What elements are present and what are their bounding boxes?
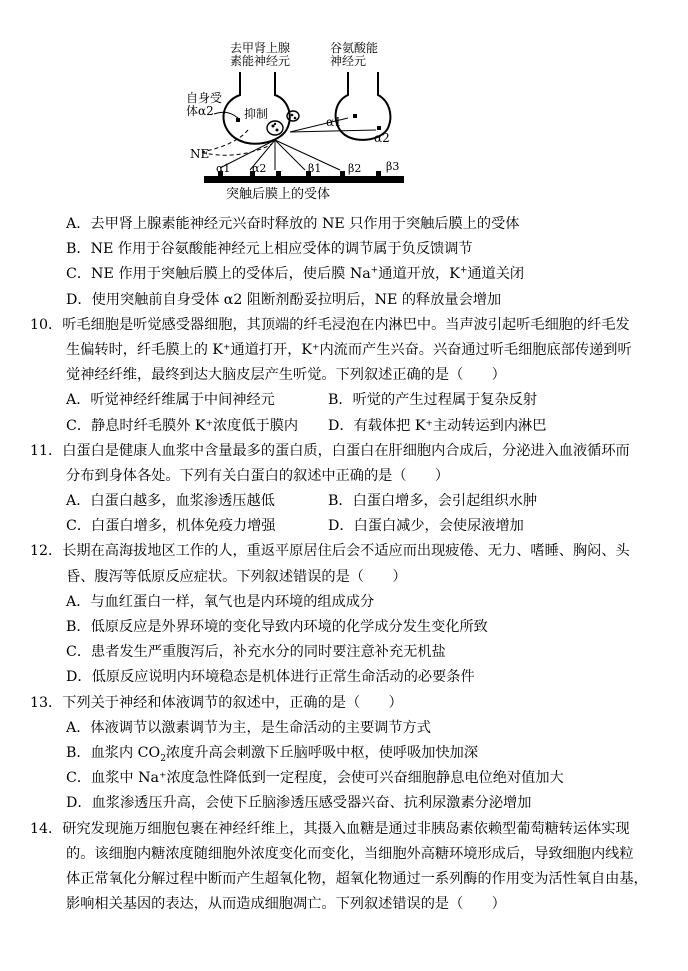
ne-neuron-label: 去甲肾上腺 素能神经元 xyxy=(230,41,291,68)
autoreceptor-label: 自身受 体α2 xyxy=(186,91,223,118)
q12-option-a: A．与血红蛋白一样，氧气也是内环境的组成成分 xyxy=(66,593,375,610)
q14-stem: 体正常氧化分解过程中断而产生超氧化物，超氧化物通过一系列酶的作用变为活性氧自由基， xyxy=(66,870,648,887)
q10-option-d: D．有载体把 K⁺主动转运到内淋巴 xyxy=(328,417,547,434)
q11-options-row xyxy=(44,514,644,539)
q13-stem: 13．下列关于神经和体液调节的叙述中，正确的是（ ） xyxy=(30,694,403,711)
postsynaptic-membrane xyxy=(204,176,404,183)
q14-stem: 的。该细胞内糖浓度随细胞外浓度变化而变化，当细胞外高糖环境形成后，导致细胞内线粒 xyxy=(66,845,634,862)
alpha2-top-label: α2 xyxy=(374,131,390,145)
q11-option-c: C．白蛋白增多，机体免疫力增强 xyxy=(66,518,276,535)
q9-option-b: B．NE 作用于谷氨酸能神经元上相应受体的调节属于负反馈调节 xyxy=(66,241,473,258)
synapse-drawing xyxy=(180,40,420,206)
q10-option-c: C．静息时纤毛膜外 K⁺浓度低于膜内 xyxy=(66,417,299,434)
q10-option-a: A．听觉神经纤维属于中间神经元 xyxy=(66,392,275,409)
q11-stem: 11．白蛋白是健康人血浆中含量最多的蛋白质，白蛋白在肝细胞内合成后，分泌进入血液循环而 xyxy=(30,442,630,459)
receptor-label: β1 xyxy=(308,162,322,175)
figure-caption: 突触后膜上的受体 xyxy=(226,187,331,202)
glu-neuron-terminal xyxy=(336,72,391,140)
q11-stem: 分布到身体各处。下列有关白蛋白的叙述中正确的是（ ） xyxy=(66,467,450,484)
synapse-diagram xyxy=(180,40,420,206)
q10-options-row xyxy=(44,414,644,439)
q10-stem: 觉神经纤维，最终到达大脑皮层产生听觉。下列叙述正确的是（ ） xyxy=(66,367,506,384)
q9-option-a: A．去甲肾上腺素能神经元兴奋时释放的 NE 只作用于突触后膜上的受体 xyxy=(66,216,520,232)
question-text xyxy=(30,212,648,917)
q10-options-row xyxy=(44,388,644,413)
q12-option-b: B．低原反应是外界环境的变化导致内环境的化学成分发生变化所致 xyxy=(66,619,488,635)
receptor-label: α2 xyxy=(252,162,267,175)
q11-option-d: D．白蛋白减少，会使尿液增加 xyxy=(328,518,524,535)
q14-stem: 影响相关基因的表达，从而造成细胞凋亡。下列叙述错误的是（ ） xyxy=(66,896,506,913)
q14-stem: 14．研究发现施万细胞包裹在神经纤维上，其摄入血糖是通过非胰岛素依赖型葡萄糖转运体实现 xyxy=(30,820,630,837)
q9-option-d: D．使用突触前自身受体 α2 阻断剂酚妥拉明后，NE 的释放量会增加 xyxy=(66,291,502,308)
q12-option-d: D．低原反应说明内环境稳态是机体进行正常生命活动的必要条件 xyxy=(66,669,475,686)
q10-stem: 10．听毛细胞是听觉感受器细胞，其顶端的纤毛浸泡在内淋巴中。当声波引起听毛细胞的纤毛发 xyxy=(30,316,630,333)
receptor-label: α1 xyxy=(216,162,231,175)
q13-option-a: A．体液调节以激素调节为主，是生命活动的主要调节方式 xyxy=(66,719,431,736)
ne-label: NE xyxy=(190,147,210,161)
q13-option-c: C．血浆中 Na⁺浓度急性降低到一定程度，会使可兴奋细胞静息电位绝对值加大 xyxy=(66,770,564,787)
receptor-label: β3 xyxy=(386,160,400,173)
glu-neuron-label: 谷氨酸能 神经元 xyxy=(330,41,379,68)
q12-stem: 昏、腹泻等低原反应症状。下列叙述错误的是（ ） xyxy=(66,568,407,585)
q10-stem: 生偏转时，纤毛膜上的 K⁺通道打开，K⁺内流而产生兴奋。兴奋通过听毛细胞底部传递到听 xyxy=(66,341,632,358)
q12-option-c: C．患者发生严重腹泻后，补充水分的同时要注意补充无机盐 xyxy=(66,644,446,661)
q13-option-b: B．血浆内 $CO_2$浓度升高会刺激下丘脑呼吸中枢，使呼吸加快加深 xyxy=(66,744,479,764)
vesicle xyxy=(287,111,299,121)
q11-option-a: A．白蛋白越多，血浆渗透压越低 xyxy=(66,493,275,510)
alpha1-top-label: α1 xyxy=(326,115,342,129)
q13-option-d: D．血浆渗透压升高，会使下丘脑渗透压感受器兴奋、抗利尿激素分泌增加 xyxy=(66,795,532,812)
q10-option-b: B．听觉的产生过程属于复杂反射 xyxy=(328,392,538,409)
receptor-label: β2 xyxy=(348,162,362,175)
q11-option-b: B．白蛋白增多，会引起组织水肿 xyxy=(328,493,538,510)
q11-options-row xyxy=(44,489,644,514)
q12-stem: 12．长期在高海拔地区工作的人，重返平原居住后会不适应而出现疲倦、无力、嗜睡、胸闷、头 xyxy=(30,543,630,560)
q9-option-c: C．NE 作用于突触后膜上的受体后，使后膜 Na+通道开放，K+通道关闭 xyxy=(66,265,525,283)
inhibit-label: 抑制 xyxy=(244,107,269,121)
